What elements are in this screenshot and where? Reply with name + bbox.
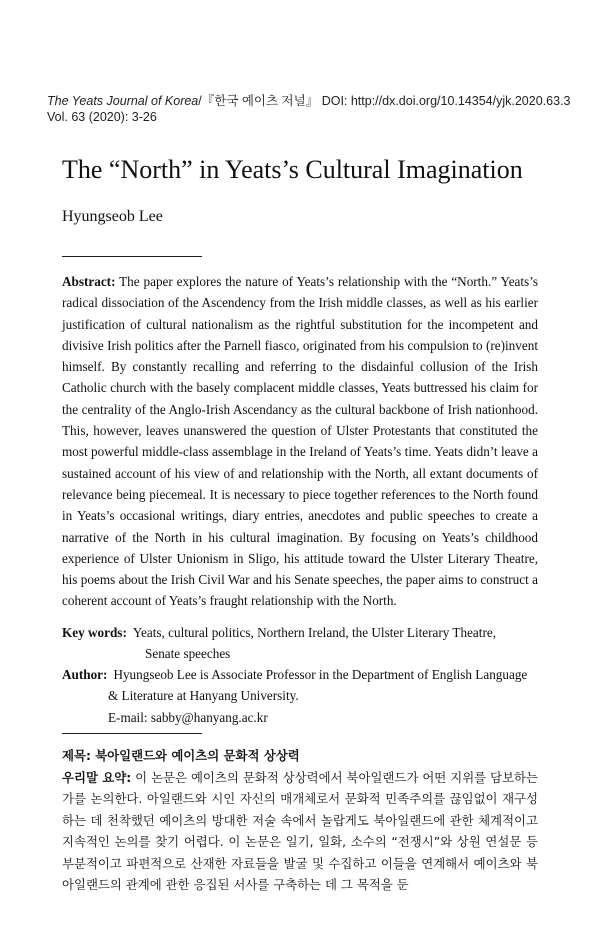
- author-email[interactable]: E-mail: sabby@hanyang.ac.kr: [108, 709, 268, 725]
- volume-info: Vol. 63 (2020): 3-26: [47, 110, 157, 124]
- korean-title: 제목: 북아일랜드와 예이츠의 문화적 상상력: [62, 748, 300, 763]
- journal-korean-title: /『한국 예이츠 저널』: [198, 94, 319, 108]
- author-info-label: Author:: [62, 667, 108, 682]
- abstract-paragraph: [62, 271, 538, 612]
- keywords-line-1: Yeats, cultural politics, Northern Ireland, the Ulster Literary Theatre,: [132, 625, 496, 640]
- author-info-block: [62, 664, 538, 728]
- divider-bottom: [62, 733, 202, 734]
- keywords-line-2: Senate speeches: [145, 646, 231, 662]
- korean-summary-label: 우리말 요약:: [62, 769, 132, 785]
- divider-top: [62, 256, 202, 257]
- author-info-line-2: & Literature at Hanyang University.: [108, 688, 299, 704]
- keywords-label: Key words:: [62, 625, 127, 640]
- abstract-text: The paper explores the nature of Yeats’s relationship with the “North.” Yeats’s radical dissociation of the Ascendency from the Irish middle classes, as well as his earlier justification of cultural nationalism as the rightful substitution for the incompetent and divisive Irish politics after the Parnell fiasco, originated from his compulsion to (re)invent himself. By constantly recalling and referring to the disdainful collusion of the Irish Catholic church with the basely complacent middle classes, Yeats buttressed his claim for the centrality of the Anglo-Irish Ascendancy as the cultural backbone of Irish nationhood. This, however, leaves unanswered the question of Ulster Protestants that constituted the most powerful middle-class assemblage in the Ireland of Yeats’s time. Yeats didn’t leave a sustained account of his view of and relationship with the North, all extant documents of relevance being piecemeal. It is necessary to piece together references to the North found in Yeats’s occasional writings, diary entries, anecdotes and public speeches to create a narrative of the North in his cultural imagination. By focusing on Yeats’s childhood experience of Ulster Unionism in Sligo, his attitude toward the Ulster Literary Theatre, his poems about the Irish Civil War and his Senate speeches, the paper aims to construct a coherent account of Yeats’s fraught relationship with the North.: [62, 274, 538, 609]
- keywords-block: [62, 622, 538, 665]
- korean-summary: [62, 767, 538, 896]
- article-author: Hyungseob Lee: [62, 208, 163, 225]
- journal-title: The Yeats Journal of Korea: [47, 94, 199, 108]
- article-title: The “North” in Yeats’s Cultural Imagination: [62, 155, 523, 184]
- abstract-label: Abstract:: [62, 274, 116, 289]
- author-info-line-1: Hyungseob Lee is Associate Professor in the Department of English Language: [113, 667, 528, 682]
- korean-summary-text: 이 논문은 예이츠의 문화적 상상력에서 북아일랜드가 어떤 지위를 담보하는가를 논의한다. 아일랜드와 시인 자신의 매개체로서 문화적 민족주의를 끊임없이 재구성하는 데 천착했던 예이츠의 방대한 저술 속에서 놀랍게도 북아일랜드에 관한 체계적이고 지속적인 논의를 찾기 어렵다. 이 논문은 일기, 일화, 소수의 “전쟁시”와 상원 연설문 등 부분적이고 파편적으로 산재한 자료들을 발굴 및 수집하고 이들을 연계해서 예이츠와 북아일랜드의 관계에 관한 응집된 서사를 구축하는 데 그 목적을 둔: [62, 769, 538, 892]
- doi-link[interactable]: DOI: http://dx.doi.org/10.14354/yjk.2020.63.3: [318, 94, 571, 108]
- journal-citation: [47, 93, 571, 109]
- korean-abstract: [62, 745, 538, 896]
